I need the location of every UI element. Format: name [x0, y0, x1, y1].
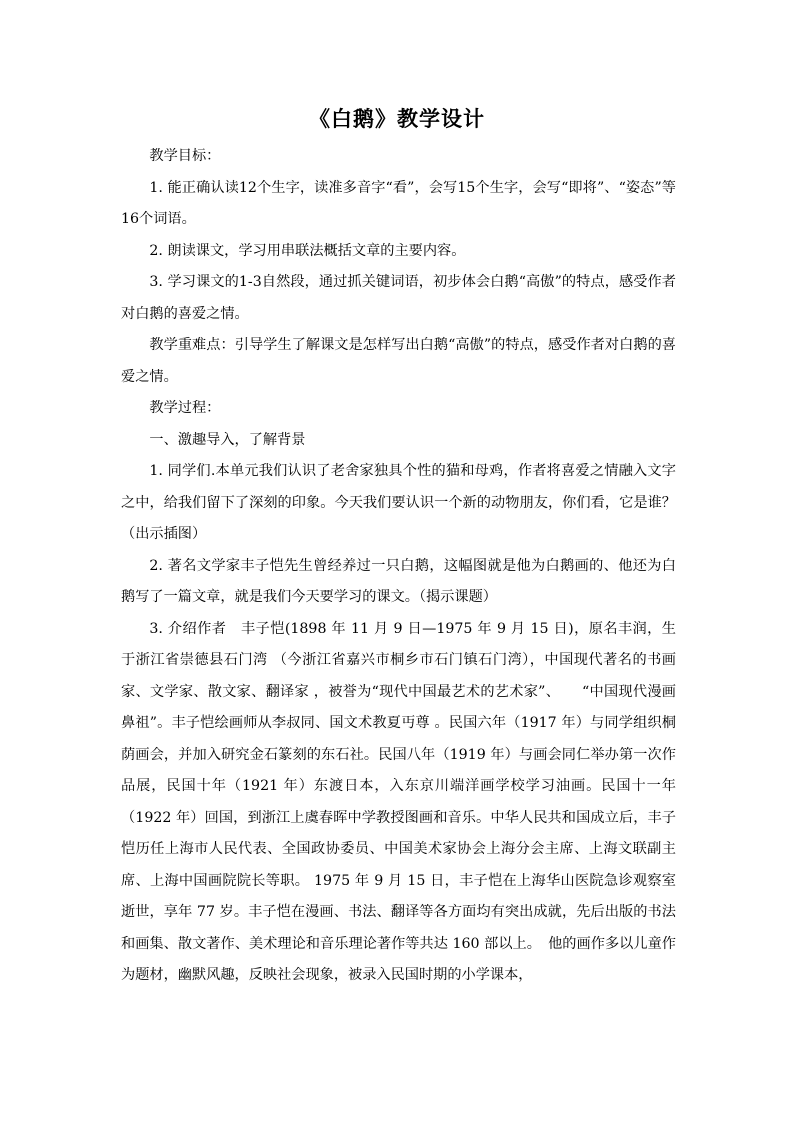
paragraph-objective-1: 1. 能正确认读12个生字，读准多音字“看”，会写15个生字，会写“即将”、“姿态”等16个词语。: [121, 179, 676, 227]
paragraph-section-1-heading: 一、激趣导入，了解背景: [149, 431, 306, 448]
document-title: 《白鹅》教学设计: [309, 107, 485, 131]
paragraph-step-2: 2. 著名文学家丰子恺先生曾经养过一只白鹅，这幅图就是他为白鹅画的、他还为白鹅写了一篇文章，就是我们今天要学习的课文。（揭示课题）: [121, 557, 676, 605]
paragraph-process-heading: 教学过程：: [149, 400, 221, 416]
paragraph-step-1: 1. 同学们.本单元我们认识了老舍家独具个性的猫和母鸡，作者将喜爱之情融入文字之中，给我们留下了深刻的印象。今天我们要认识一个新的动物朋友，你们看，它是谁？（出示插图）: [121, 463, 676, 542]
document-body: [121, 141, 676, 992]
paragraph-step-3-author: 3. 介绍作者 丰子恺(1898 年 11 月 9 日—1975 年 9 月 15 日)，原名丰润，生于浙江省崇德县石门湾 （今浙江省嘉兴市桐乡市石门镇石门湾），中国现代著名的书画家、文学家、散文家、翻译家 ，被誉为“现代中国最艺术的艺术家”、 “中国现代漫画鼻祖”。丰子恺绘画师从李叔同、国文术教夏丏尊 。民国六年（1917 年）与同学组织桐荫画会，并加入研究金石篆刻的东石社。民国八年（1919 年）与画会同仁举办第一次作品展，民国十年（1921 年）东渡日本，入东京川端洋画学校学习油画。民国十一年（1922 年）回国，到浙江上虞春晖中学教授图画和音乐。中华人民共和国成立后，丰子恺历任上海市人民代表、全国政协委员、中国美术家协会上海分会主席、上海文联副主席、上海中国画院院长等职。 1975 年 9 月 15 日，丰子恺在上海华山医院急诊观察室逝世，享年 77 岁。丰子恺在漫画、书法、翻译等各方面均有突出成就，先后出版的书法和画集、散文著作、美术理论和音乐理论著作等共达 160 部以上。 他的画作多以儿童作为题材，幽默风趣，反映社会现象，被录入民国时期的小学课本，: [121, 620, 676, 983]
paragraph-key-points: 教学重难点：引导学生了解课文是怎样写出白鹅“高傲”的特点，感受作者对白鹅的喜爱之情。: [121, 337, 676, 385]
paragraph-objective-3: 3. 学习课文的1-3自然段，通过抓关键词语，初步体会白鹅“高傲”的特点，感受作者对白鹅的喜爱之情。: [121, 274, 676, 322]
paragraph-objectives-heading: 教学目标：: [149, 148, 221, 164]
paragraph-objective-2: 2. 朗读课文，学习用串联法概括文章的主要内容。: [149, 242, 466, 259]
